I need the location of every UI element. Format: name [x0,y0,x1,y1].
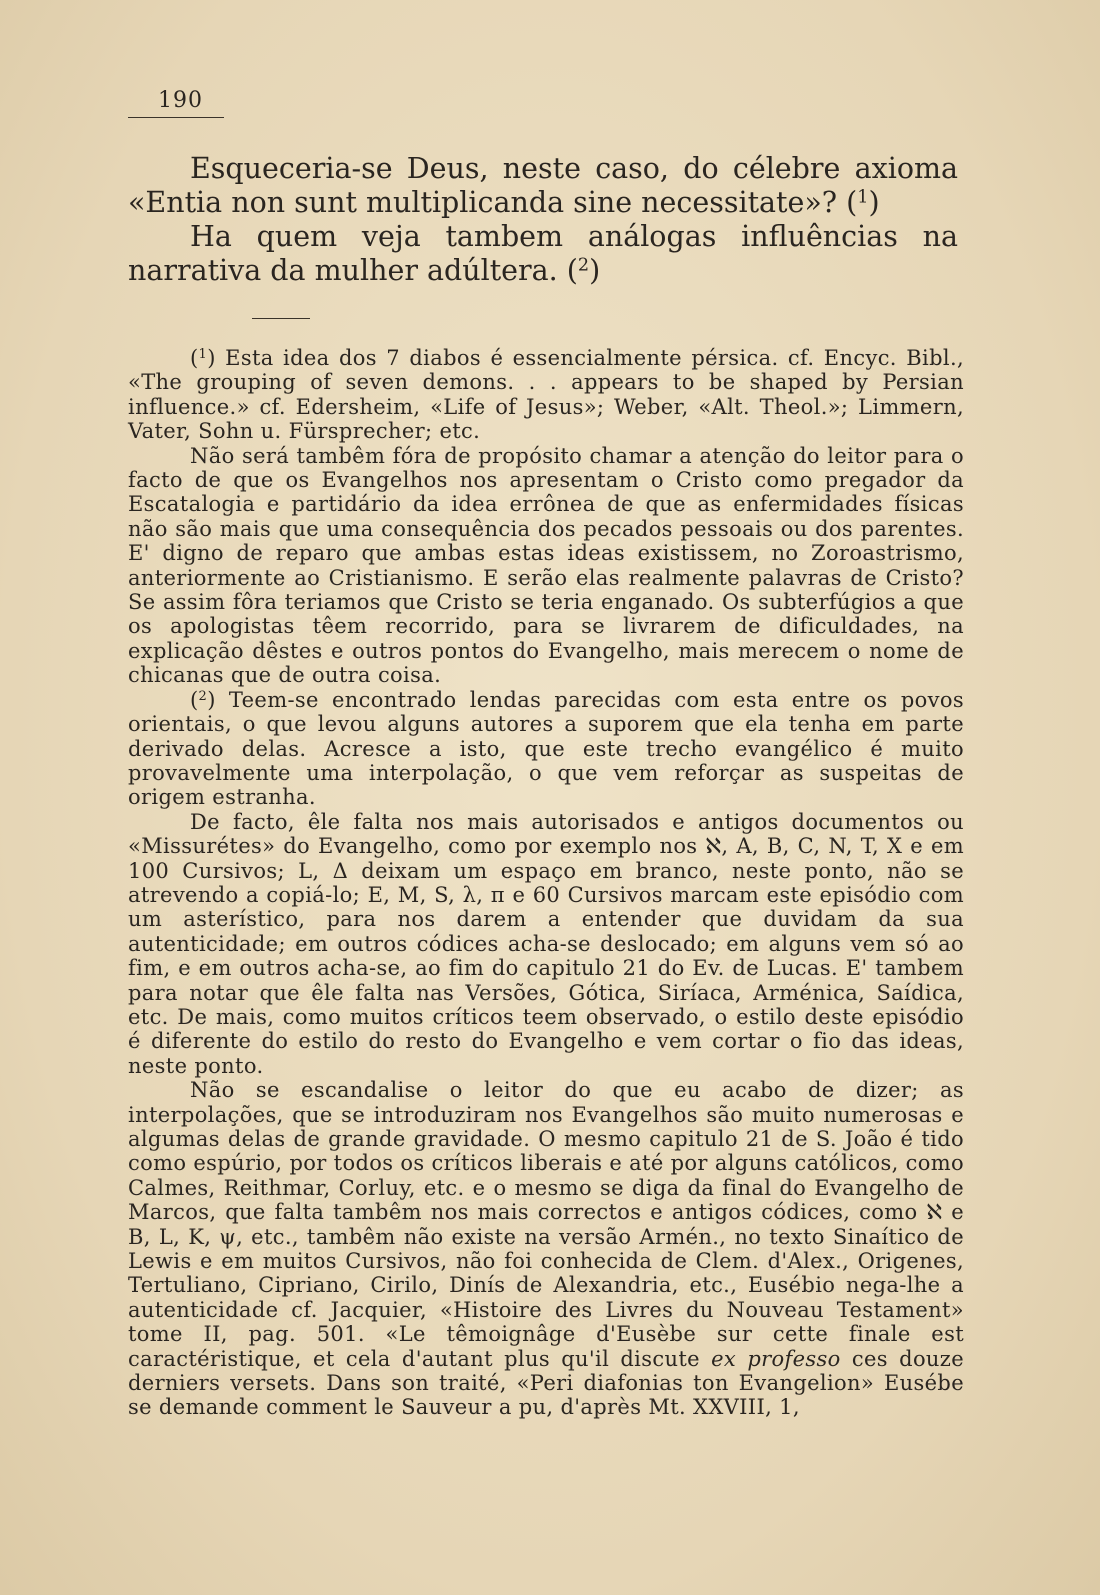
footnote-2-paragraph-2: De facto, êle falta nos mais autorisados e antigos documentos ou «Missurétes» do Evangelho, como por exemplo nos ℵ, A, B, C, N, T, X e em 100 Cursivos; L, Δ deixam um espaço em branco, neste ponto, não se atrevendo a copiá-lo; E, M, S, λ, π e 60 Cursivos marcam este episódio com um asterístico, para nos darem a entender que duvidam da sua autenticidade; em outros códices acha-se deslocado; em alguns vem só ao fim, e em outros acha-se, ao fim do capitulo 21 do Ev. de Lucas. E' tambem para notar que êle falta nas Versões, Gótica, Siríaca, Arménica, Saídica, etc. De mais, como muitos críticos teem observado, o estilo deste episódio é diferente do estilo do resto do Evangelho e vem cortar o fio das ideas, neste ponto. [128,809,964,1078]
footnote-separator [252,318,310,319]
footnotes [128,346,964,1420]
page-number: 190 [158,88,203,113]
footnote-mark-2: 2 [198,688,208,704]
footnote-2-paragraph-3: Não se escandalise o leitor do que eu acabo de dizer; as interpolações, que se introduziram nos Evangelhos são muito numerosas e algumas delas de grande gravidade. O mesmo capitulo 21 de S. João é tido como espúrio, por todos os críticos liberais e até por alguns católicos, como Calmes, Reithmar, Corluy, etc. e o mesmo se diga da final do Evangelho de Marcos, que falta tambêm nos mais correctos e antigos códices, como ℵ e B, L, K, ψ, etc., tambêm não existe na versão Armén., no texto Sinaítico de Lewis e em muitos Cursivos, não foi conhecida de Clem. d'Alex., Origenes, Tertuliano, Cipriano, Cirilo, Dinís de Alexandria, etc., Eusébio nega-lhe a autenticidade cf. Jacquier, «Histoire des Livres du Nouveau Testament» tome II, pag. 501. «Le têmoignâge d'Eusèbe sur cette finale est caractéristique, et cela d'autant plus qu'il discute ex professo ces douze derniers versets. Dans son traité, «Peri diafonias ton Evangelion» Eusébe se demande comment le Sauveur a pu, d'après Mt. XXVIII, 1, [128,1078,965,1420]
footnote-mark-1: 1 [198,346,208,362]
main-paragraph-2: Ha quem veja tambem análogas influências na narrativa da mulher adúltera. ($^2$) [128,220,958,287]
footnote-ref-1: 1 [857,187,869,208]
footnote-1: ($^1$) Esta idea dos 7 diabos é essencialmente pérsica. cf. Encyc. Bibl., «The grouping of seven demons. . . appears to be shaped by Persian influence.» cf. Edersheim, «Life of Jesus»; Weber, «Alt. Theol.»; Limmern, Vater, Sohn u. Fürsprecher; etc. [128,346,964,444]
header-rule [128,117,224,118]
footnote-1-paragraph-2: Não será tambêm fóra de propósito chamar a atenção do leitor para o facto de que os Evangelhos nos apresentam o Cristo como pregador da Escatalogia e partidário da idea errônea de que as enfermidades físicas não são mais que uma consequência dos pecados pessoais ou dos parentes. E' digno de reparo que ambas estas ideas existissem, no Zoroastrismo, anteriormente ao Cristianismo. E serão elas realmente palavras de Cristo? Se assim fôra teriamos que Cristo se teria enganado. Os subterfúgios a que os apologistas têem recorrido, para se livrarem de dificuldades, na explicação dêstes e outros pontos do Evangelho, mais merecem o nome de chicanas que de outra coisa. [128,443,964,688]
main-paragraph-1: Esqueceria-se Deus, neste caso, do célebre axioma «Entia non sunt multiplicanda sine necessitate»? ($^1$) [128,152,958,219]
footnote-ref-2: 2 [577,255,590,276]
main-text [128,152,958,288]
footnote-2: ($^2$) Teem-se encontrado lendas parecidas com esta entre os povos orientais, o que levou alguns autores a suporem que ela tenha em parte derivado delas. Acresce a isto, que este trecho evangélico é muito provavelmente uma interpolação, o que vem reforçar as suspeitas de origem estranha. [128,687,964,810]
italic-latin-phrase: ex professo [711,1346,841,1371]
